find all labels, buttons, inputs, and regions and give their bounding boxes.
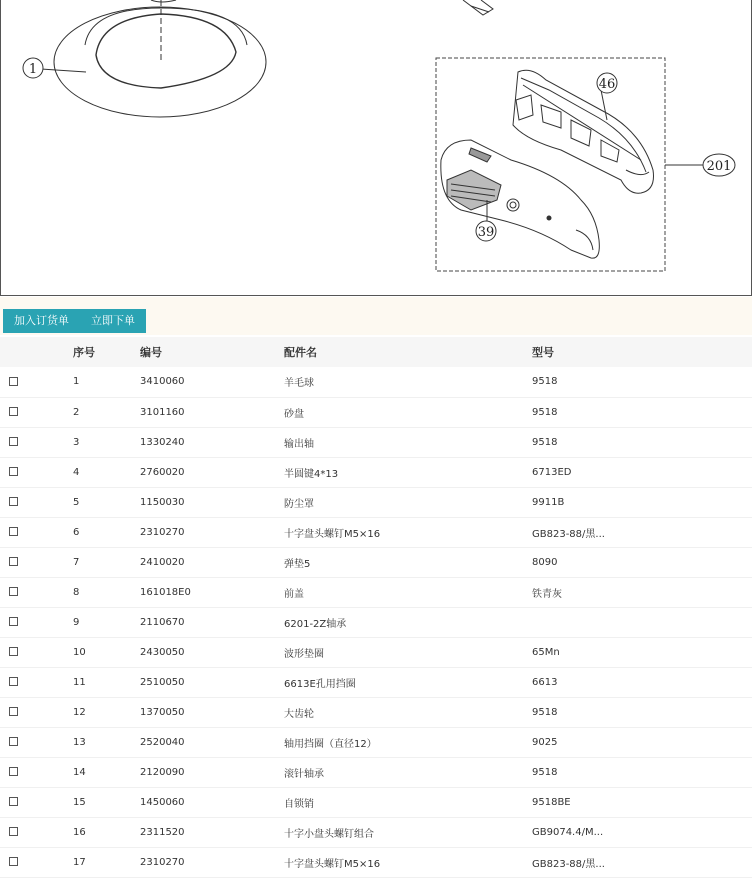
svg-text:201: 201 bbox=[706, 159, 732, 174]
row-no: 11 bbox=[73, 676, 86, 688]
table-row[interactable] bbox=[0, 547, 752, 577]
row-code: 2110670 bbox=[140, 616, 185, 628]
row-checkbox[interactable] bbox=[9, 467, 18, 476]
row-code: 2120090 bbox=[140, 766, 185, 778]
exploded-view-drawing bbox=[1, 0, 751, 295]
row-checkbox-cell bbox=[0, 397, 18, 427]
row-no: 2 bbox=[73, 406, 80, 418]
row-code: 2310270 bbox=[140, 856, 185, 868]
row-name: 6201-2Z轴承 bbox=[284, 618, 347, 630]
table-row[interactable] bbox=[0, 457, 752, 487]
row-model: GB9074.4/M... bbox=[532, 826, 604, 838]
order-now-button[interactable]: 立即下单 bbox=[80, 309, 146, 333]
row-checkbox[interactable] bbox=[9, 647, 18, 656]
row-name: 6613E孔用挡圈 bbox=[284, 678, 356, 690]
row-no: 14 bbox=[73, 766, 86, 778]
row-checkbox[interactable] bbox=[9, 827, 18, 836]
row-model: GB823-88/黑... bbox=[532, 858, 605, 870]
row-checkbox-cell bbox=[0, 727, 18, 757]
row-checkbox-cell bbox=[0, 547, 18, 577]
row-checkbox[interactable] bbox=[9, 677, 18, 686]
row-model: 9518 bbox=[532, 406, 558, 418]
row-checkbox[interactable] bbox=[9, 587, 18, 596]
row-checkbox-cell bbox=[0, 847, 18, 877]
row-no: 3 bbox=[73, 436, 80, 448]
table-header-row bbox=[0, 337, 752, 367]
row-model: 9518 bbox=[532, 766, 558, 778]
table-row[interactable] bbox=[0, 667, 752, 697]
row-name: 轴用挡圈（直径12） bbox=[284, 738, 377, 750]
row-model: 6613 bbox=[532, 676, 558, 688]
row-code: 2430050 bbox=[140, 646, 185, 658]
row-checkbox[interactable] bbox=[9, 707, 18, 716]
row-no: 7 bbox=[73, 556, 80, 568]
row-code: 2410020 bbox=[140, 556, 185, 568]
wool-pad-drawing bbox=[41, 0, 266, 117]
row-name: 十字盘头螺钉M5×16 bbox=[284, 858, 381, 870]
row-checkbox[interactable] bbox=[9, 527, 18, 536]
row-model: 9518BE bbox=[532, 796, 571, 808]
column-header-code: 编号 bbox=[140, 346, 162, 359]
row-code: 1370050 bbox=[140, 706, 185, 718]
table-row[interactable] bbox=[0, 517, 752, 547]
action-toolbar bbox=[0, 297, 752, 335]
row-checkbox-cell bbox=[0, 367, 18, 397]
row-code: 1450060 bbox=[140, 796, 185, 808]
table-row[interactable] bbox=[0, 787, 752, 817]
row-checkbox[interactable] bbox=[9, 857, 18, 866]
row-checkbox-cell bbox=[0, 637, 18, 667]
table-row[interactable] bbox=[0, 847, 752, 877]
row-code: 3410060 bbox=[140, 376, 185, 388]
table-row[interactable] bbox=[0, 727, 752, 757]
row-name: 滚针轴承 bbox=[284, 768, 324, 780]
row-model: 8090 bbox=[532, 556, 558, 568]
row-model: 9911B bbox=[532, 496, 565, 508]
row-name: 半圆键4*13 bbox=[284, 468, 339, 480]
table-row[interactable] bbox=[0, 487, 752, 517]
row-code: 2311520 bbox=[140, 826, 185, 838]
parts-diagram bbox=[0, 0, 752, 296]
row-name: 砂盘 bbox=[284, 408, 304, 420]
row-checkbox[interactable] bbox=[9, 407, 18, 416]
row-model: 65Mn bbox=[532, 646, 560, 658]
row-name: 防尘罩 bbox=[284, 498, 314, 510]
row-no: 9 bbox=[73, 616, 80, 628]
row-no: 13 bbox=[73, 736, 86, 748]
svg-text:46: 46 bbox=[598, 77, 616, 92]
row-no: 12 bbox=[73, 706, 86, 718]
row-code: 161018E0 bbox=[140, 586, 191, 598]
table-row[interactable] bbox=[0, 577, 752, 607]
row-name: 羊毛球 bbox=[284, 378, 314, 390]
row-model: GB823-88/黑... bbox=[532, 528, 605, 540]
row-name: 大齿轮 bbox=[284, 708, 314, 720]
callout-39 bbox=[476, 221, 496, 241]
row-name: 输出轴 bbox=[284, 438, 314, 450]
row-code: 2510050 bbox=[140, 676, 185, 688]
svg-text:39: 39 bbox=[477, 225, 495, 240]
row-checkbox-cell bbox=[0, 787, 18, 817]
row-checkbox[interactable] bbox=[9, 377, 18, 386]
row-no: 8 bbox=[73, 586, 80, 598]
row-code: 2520040 bbox=[140, 736, 185, 748]
row-model: 9025 bbox=[532, 736, 558, 748]
callout-201 bbox=[703, 154, 735, 176]
callout-1 bbox=[23, 58, 43, 78]
column-header-no: 序号 bbox=[73, 346, 95, 359]
row-checkbox-cell bbox=[0, 427, 18, 457]
column-header-name: 配件名 bbox=[284, 346, 317, 359]
table-row[interactable] bbox=[0, 757, 752, 787]
row-code: 2310270 bbox=[140, 526, 185, 538]
row-checkbox-cell bbox=[0, 817, 18, 847]
table-row[interactable] bbox=[0, 397, 752, 427]
row-no: 6 bbox=[73, 526, 80, 538]
row-checkbox[interactable] bbox=[9, 737, 18, 746]
table-row[interactable] bbox=[0, 367, 752, 397]
row-code: 3101160 bbox=[140, 406, 185, 418]
svg-text:1: 1 bbox=[28, 62, 38, 77]
row-no: 4 bbox=[73, 466, 80, 478]
row-name: 十字盘头螺钉M5×16 bbox=[284, 528, 381, 540]
row-model bbox=[531, 607, 752, 637]
rod-drawing bbox=[463, 0, 493, 15]
table-row[interactable] bbox=[0, 697, 752, 727]
row-checkbox[interactable] bbox=[9, 497, 18, 506]
row-checkbox-cell bbox=[0, 487, 18, 517]
parts-table bbox=[0, 337, 752, 878]
row-checkbox[interactable] bbox=[9, 767, 18, 776]
row-checkbox[interactable] bbox=[9, 437, 18, 446]
callout-46 bbox=[597, 73, 617, 93]
table-row[interactable] bbox=[0, 637, 752, 667]
column-header-model: 型号 bbox=[532, 346, 554, 359]
add-to-order-list-button[interactable]: 加入订货单 bbox=[3, 309, 80, 333]
row-model: 铁青灰 bbox=[532, 588, 562, 600]
row-name: 波形垫圈 bbox=[284, 648, 324, 660]
select-column-header bbox=[0, 337, 18, 367]
row-model: 6713ED bbox=[532, 466, 572, 478]
row-checkbox-cell bbox=[0, 757, 18, 787]
row-code: 2760020 bbox=[140, 466, 185, 478]
table-row[interactable] bbox=[0, 817, 752, 847]
table-row[interactable] bbox=[0, 607, 752, 637]
row-checkbox-cell bbox=[0, 517, 18, 547]
row-no: 5 bbox=[73, 496, 80, 508]
housing-half-46-drawing bbox=[513, 70, 654, 193]
row-checkbox[interactable] bbox=[9, 617, 18, 626]
row-checkbox-cell bbox=[0, 697, 18, 727]
row-no: 1 bbox=[73, 376, 80, 388]
row-checkbox-cell bbox=[0, 457, 18, 487]
row-name: 弹垫5 bbox=[284, 558, 311, 570]
row-checkbox[interactable] bbox=[9, 797, 18, 806]
parts-table-body bbox=[0, 367, 752, 877]
row-name: 十字小盘头螺钉组合 bbox=[284, 828, 374, 840]
row-no: 15 bbox=[73, 796, 86, 808]
row-name: 自锁销 bbox=[284, 798, 314, 810]
row-model: 9518 bbox=[532, 706, 558, 718]
table-row[interactable] bbox=[0, 427, 752, 457]
row-name: 前盖 bbox=[284, 588, 304, 600]
row-no: 17 bbox=[73, 856, 86, 868]
row-code: 1150030 bbox=[140, 496, 185, 508]
row-checkbox-cell bbox=[0, 577, 18, 607]
row-code: 1330240 bbox=[140, 436, 185, 448]
row-checkbox-cell bbox=[0, 667, 18, 697]
row-no: 10 bbox=[73, 646, 86, 658]
row-checkbox[interactable] bbox=[9, 557, 18, 566]
row-model: 9518 bbox=[532, 436, 558, 448]
row-no: 16 bbox=[73, 826, 86, 838]
row-model: 9518 bbox=[532, 376, 558, 388]
row-checkbox-cell bbox=[0, 607, 18, 637]
assembly-box bbox=[436, 58, 665, 271]
